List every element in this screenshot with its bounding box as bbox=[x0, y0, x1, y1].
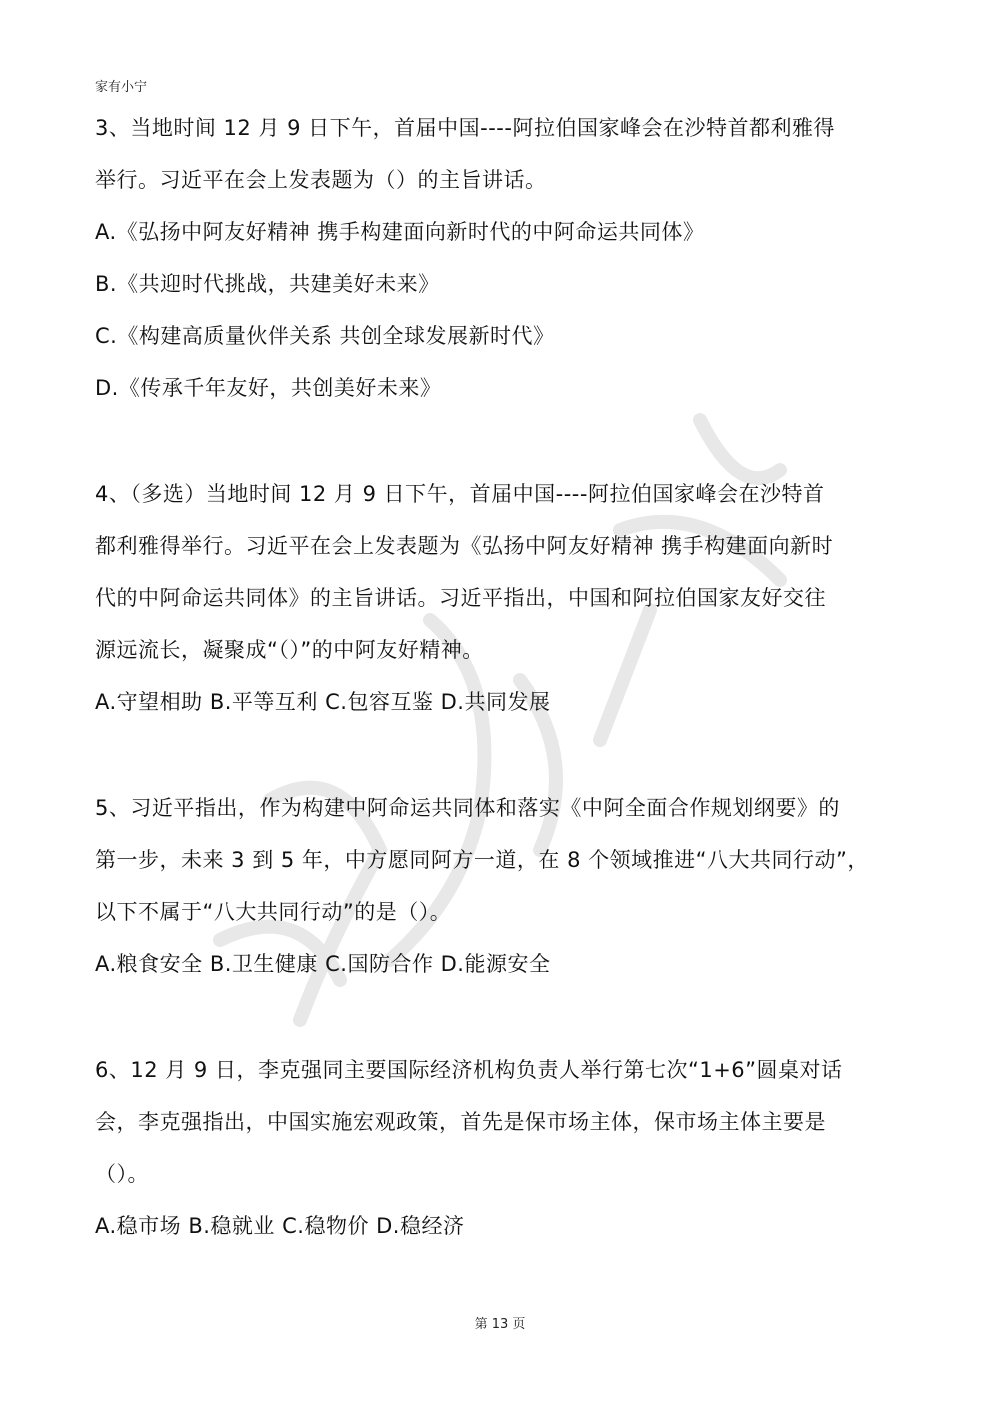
question-3-line-1: 3、当地时间 12 月 9 日下午，首届中国----阿拉伯国家峰会在沙特首都利雅得 bbox=[95, 116, 835, 140]
question-4-line-1: 4、（多选）当地时间 12 月 9 日下午，首届中国----阿拉伯国家峰会在沙特首 bbox=[95, 482, 825, 506]
question-5-line-1: 5、习近平指出，作为构建中阿命运共同体和落实《中阿全面合作规划纲要》的 bbox=[95, 796, 840, 820]
question-4-line-2: 都利雅得举行。习近平在会上发表题为《弘扬中阿友好精神 携手构建面向新时 bbox=[95, 534, 834, 558]
page-number: 第 13 页 bbox=[474, 1317, 526, 1332]
question-5-options: A.粮食安全 B.卫生健康 C.国防合作 D.能源安全 bbox=[95, 952, 551, 976]
question-3-option-d: D.《传承千年友好，共创美好未来》 bbox=[95, 376, 442, 400]
question-3-line-2: 举行。习近平在会上发表题为（）的主旨讲话。 bbox=[95, 168, 547, 192]
question-6-line-3: （）。 bbox=[95, 1162, 149, 1186]
question-3-option-b: B.《共迎时代挑战，共建美好未来》 bbox=[95, 272, 440, 296]
question-4-options: A.守望相助 B.平等互利 C.包容互鉴 D.共同发展 bbox=[95, 690, 551, 714]
question-6-line-2: 会，李克强指出，中国实施宏观政策，首先是保市场主体，保市场主体主要是 bbox=[95, 1110, 826, 1134]
question-6-line-1: 6、12 月 9 日，李克强同主要国际经济机构负责人举行第七次“1+6”圆桌对话 bbox=[95, 1058, 843, 1082]
question-4-line-3: 代的中阿命运共同体》的主旨讲话。习近平指出，中国和阿拉伯国家友好交往 bbox=[95, 586, 826, 610]
question-5-line-2: 第一步，未来 3 到 5 年，中方愿同阿方一道，在 8 个领域推进“八大共同行动”， bbox=[95, 848, 869, 872]
question-3-option-a: A.《弘扬中阿友好精神 携手构建面向新时代的中阿命运共同体》 bbox=[95, 220, 705, 244]
question-3-option-c: C.《构建高质量伙伴关系 共创全球发展新时代》 bbox=[95, 324, 555, 348]
question-6-options: A.稳市场 B.稳就业 C.稳物价 D.稳经济 bbox=[95, 1214, 465, 1238]
question-5-line-3: 以下不属于“八大共同行动”的是（）。 bbox=[95, 900, 452, 924]
question-4-line-4: 源远流长，凝聚成“（）”的中阿友好精神。 bbox=[95, 638, 484, 662]
page-header: 家有小宁 bbox=[95, 80, 148, 95]
